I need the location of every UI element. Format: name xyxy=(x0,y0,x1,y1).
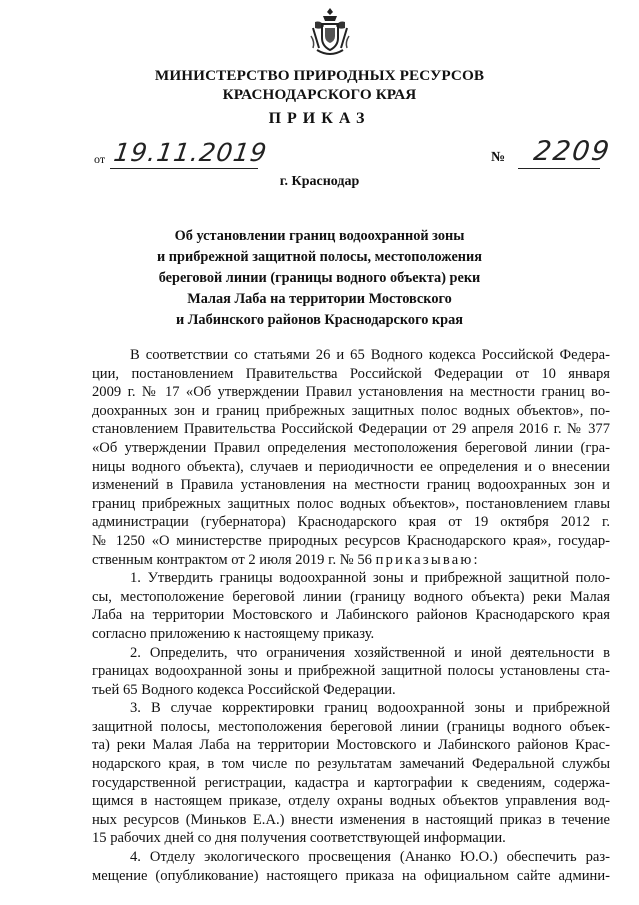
ministry-name-line1: МИНИСТЕРСТВО ПРИРОДНЫХ РЕСУРСОВ xyxy=(154,67,485,84)
body-line xyxy=(92,551,610,570)
number-underline xyxy=(518,168,600,169)
body-line: государственной регистрации, кадастра и картографии к сведениям, содержа- xyxy=(92,774,610,791)
body-line: ных ресурсов (Миньков Е.А.) внести изменения в настоящий приказ в течение xyxy=(92,811,610,828)
body-line-text: ственным контрактом от 2 июля 2019 г. № 56 xyxy=(92,551,372,568)
body-line: доохранных зон и границ прибрежных защитных полос водных объектов», по- xyxy=(92,402,610,419)
body-line: защитной полосы, местоположения береговой линии (границы водного объек- xyxy=(92,718,610,735)
body-line: границ прибрежных защитных полос водных объектов», постановлением главы xyxy=(92,495,610,512)
body-line: щимся в настоящем приказе, отделу охраны водных объектов управления вод- xyxy=(92,793,610,810)
body-line: ницы водного объекта), случаев и периодичности ее определения и о внесении xyxy=(92,458,610,475)
body-line: 2009 г. № 17 «Об утверждении Правил установления на местности границ во- xyxy=(92,384,610,401)
title-line: и Лабинского районов Краснодарского края xyxy=(175,312,464,328)
body-line: нодарского края, в том числе по результатам замечаний Федеральной службы xyxy=(92,756,610,773)
body-line: сы, местоположение береговой линии (границу водного объекта) реки Малая xyxy=(92,588,610,605)
document-type: ПРИКАЗ xyxy=(268,110,371,127)
body-line: 15 рабочих дней со дня получения соответствующей информации. xyxy=(92,830,506,847)
body-line: изменений в Правила установления на местности границ водоохранных зон и xyxy=(92,477,610,494)
order-date: 19.11.2019 xyxy=(111,138,270,167)
body-line: «Об утверждении Правил определения местоположения береговой линии (гра- xyxy=(92,439,610,456)
date-label: от xyxy=(94,152,106,166)
body-line: тьей 65 Водного кодекса Российской Федерации. xyxy=(92,681,396,698)
body-line: 2. Определить, что ограничения хозяйственной и иной деятельности в xyxy=(130,644,610,661)
order-body xyxy=(92,346,610,885)
order-number: 2209 xyxy=(531,136,613,167)
body-line: В соответствии со статьями 26 и 65 Водного кодекса Российской Федера- xyxy=(130,347,610,363)
body-line: Лаба на территории Мостовского и Лабинского районов Краснодарского края xyxy=(92,607,610,624)
title-line: береговой линии (границы водного объекта) реки xyxy=(158,270,481,286)
body-line: № 1250 «О министерстве природных ресурсов Краснодарского края», государ- xyxy=(92,532,610,549)
body-line: согласно приложению к настоящему приказу. xyxy=(92,625,375,642)
number-label: № xyxy=(491,150,506,165)
date-underline xyxy=(110,168,258,169)
body-line: становлением Правительства Российской Федерации от 29 апреля 2016 г. № 377 xyxy=(92,421,610,438)
title-line: Об установлении границ водоохранной зоны xyxy=(174,228,465,244)
body-line: границах водоохранной зоны и прибрежной защитной полосы установлены ста- xyxy=(92,663,610,680)
title-line: и прибрежной защитной полосы, местоположения xyxy=(156,249,483,265)
body-line: 4. Отделу экологического просвещения (Ананко Ю.О.) обеспечить раз- xyxy=(130,849,610,866)
coat-of-arms-emblem xyxy=(309,6,351,58)
ministry-name-line2: КРАСНОДАРСКОГО КРАЯ xyxy=(222,86,417,103)
body-line: 1. Утвердить границы водоохранной зоны и прибрежной защитной поло- xyxy=(130,570,610,587)
order-title xyxy=(0,226,639,331)
body-line: ции, постановлением Правительства Российской Федерации от 10 января xyxy=(92,365,610,382)
body-line: та) реки Малая Лаба на территории Мостовского и Лабинского районов Крас- xyxy=(92,737,610,754)
prikazyvayu-word: приказываю: xyxy=(375,551,480,568)
body-line: мещение (опубликование) настоящего приказа на официальном сайте админи- xyxy=(92,867,610,884)
body-line: администрации (губернатора) Краснодарского края от 19 октября 2012 г. xyxy=(92,514,610,531)
title-line: Малая Лаба на территории Мостовского xyxy=(187,291,452,307)
city: г. Краснодар xyxy=(279,174,360,189)
body-line: 3. В случае корректировки границ водоохранной зоны и прибрежной xyxy=(130,700,610,717)
